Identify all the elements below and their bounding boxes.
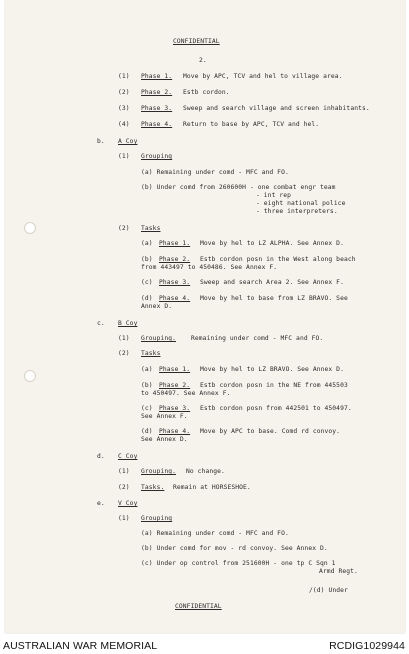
task-line: Move by hel to LZ ALPHA. See Annex D. (200, 240, 344, 247)
task-num: (d) (141, 295, 153, 302)
section-letter: b. (97, 138, 105, 145)
task-line: Estb cordon posn from 442501 to 450497. (200, 405, 352, 412)
phase-text: Estb cordon. (183, 89, 230, 96)
grouping-line: (c) Under op control from 251600H - one tp C Sqn 1 (141, 560, 336, 567)
phase-title: Phase 4. (141, 121, 173, 128)
grouping-line: Armd Regt. (319, 568, 358, 575)
sub-num: (1) (118, 153, 130, 160)
task-line: Annex D. (141, 303, 173, 310)
grouping-line: - three interpreters. (256, 208, 338, 215)
sub-num: (1) (118, 515, 130, 522)
task-line: Estb cordon posn in the West along beach (200, 256, 356, 263)
section-letter: c. (97, 320, 105, 327)
header-classification: CONFIDENTIAL (173, 38, 220, 45)
item-title: Tasks. (141, 484, 165, 491)
phase-num: (1) (118, 73, 130, 80)
sub-num: (1) (118, 335, 130, 342)
punch-hole (24, 222, 36, 234)
phase-title: Phase 3. (141, 105, 173, 112)
phase-text: Move by APC, TCV and hel to village area. (183, 73, 343, 80)
task-num: (a) (141, 240, 153, 247)
phase-num: (4) (118, 121, 130, 128)
sub-num: (1) (118, 468, 130, 475)
task-title: Phase 2. (159, 382, 191, 389)
task-title: Phase 2. (159, 256, 191, 263)
section-title: V Coy (118, 500, 138, 507)
grouping-line: (b) Under comd from 260600H - one combat engr team (141, 184, 336, 191)
phase-num: (3) (118, 105, 130, 112)
task-num: (a) (141, 366, 153, 373)
task-num: (c) (141, 279, 153, 286)
archive-name: AUSTRALIAN WAR MEMORIAL (3, 640, 158, 652)
task-line: from 443497 to 450486. See Annex F. (141, 264, 278, 271)
task-num: (c) (141, 405, 153, 412)
item-text: No change. (186, 468, 225, 475)
section-letter: e. (97, 500, 105, 507)
phase-text: Sweep and search village and screen inhabitants. (183, 105, 370, 112)
item-title: Grouping. (141, 468, 177, 475)
task-line: Move by hel to base from LZ BRAVO. See (200, 295, 348, 302)
section-title: A Coy (118, 138, 138, 145)
archive-footer (0, 636, 409, 654)
tasks-heading: Tasks (141, 350, 161, 357)
task-line: Sweep and search Area 2. See Annex F. (200, 279, 344, 286)
phase-text: Return to base by APC, TCV and hel. (183, 121, 320, 128)
grouping-heading: Grouping (141, 515, 173, 522)
task-title: Phase 1. (159, 366, 191, 373)
task-line: See Annex F. (141, 413, 188, 420)
archive-reference: RCDIG1029944 (329, 640, 405, 652)
task-line: Move by hel to LZ BRAVO. See Annex D. (200, 366, 344, 373)
footer-classification: CONFIDENTIAL (175, 603, 222, 610)
task-line: Estb cordon posn in the NE from 445503 (200, 382, 348, 389)
phase-num: (2) (118, 89, 130, 96)
section-title: B Coy (118, 320, 138, 327)
section-letter: d. (97, 453, 105, 460)
grouping-heading: Grouping. (141, 335, 177, 342)
tasks-heading: Tasks (141, 225, 161, 232)
continuation-note: /(d) Under (309, 587, 348, 594)
task-title: Phase 1. (159, 240, 191, 247)
task-title: Phase 3. (159, 279, 191, 286)
grouping-line: - int rep (256, 192, 292, 199)
phase-title: Phase 2. (141, 89, 173, 96)
section-title: C Coy (118, 453, 138, 460)
phase-title: Phase 1. (141, 73, 173, 80)
sub-num: (2) (118, 484, 130, 491)
punch-hole (24, 370, 36, 382)
task-title: Phase 4. (159, 428, 191, 435)
task-line: to 450497. See Annex F. (141, 390, 231, 397)
document-page (5, 0, 405, 633)
grouping-line: (b) Under comd for mov - rd convoy. See Annex D. (141, 545, 328, 552)
page-number: 2. (199, 57, 207, 64)
grouping-line: (a) Remaining under comd - MFC and FO. (141, 530, 289, 537)
task-line: Move by APC to base. Comd rd convoy. (200, 428, 341, 435)
task-line: See Annex D. (141, 436, 188, 443)
sub-num: (2) (118, 225, 130, 232)
grouping-text: Remaining under comd - MFC and FO. (191, 335, 324, 342)
task-num: (b) (141, 382, 153, 389)
task-num: (b) (141, 256, 153, 263)
item-text: Remain at HORSESHOE. (173, 484, 251, 491)
sub-num: (2) (118, 350, 130, 357)
task-num: (d) (141, 428, 153, 435)
task-title: Phase 3. (159, 405, 191, 412)
grouping-heading: Grouping (141, 153, 173, 160)
task-title: Phase 4. (159, 295, 191, 302)
grouping-line: (a) Remaining under comd - MFC and FO. (141, 169, 289, 176)
grouping-line: - eight national police (256, 200, 346, 207)
